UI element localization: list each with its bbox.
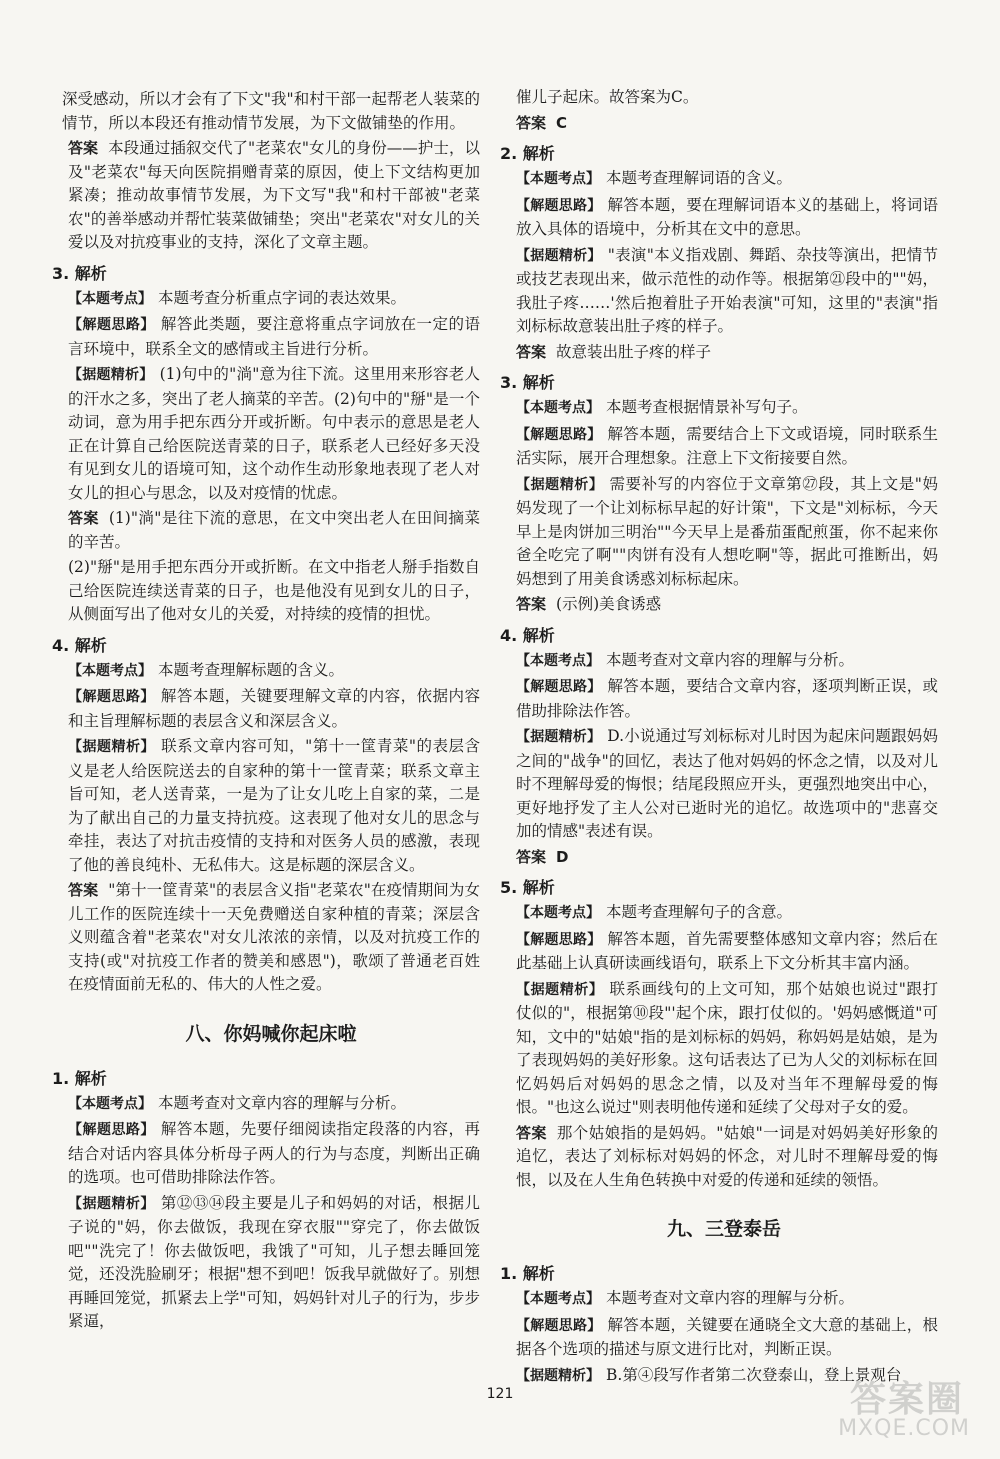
intro-paragraph: 深受感动，所以才会有了下文"我"和村干部一起帮老人装菜的情节，所以本段还有推动情节发展，为下文做铺垫的作用。: [62, 90, 480, 132]
question-heading: 2. 解析: [500, 144, 555, 163]
answer-block: [510, 846, 938, 870]
point-text: 本题考查理解词语的含义。: [606, 169, 793, 187]
answer-label: 答案: [68, 881, 99, 899]
approach-tag: 【解题思路】: [516, 679, 602, 695]
approach-text: 解答本题，要结合文章内容，逐项判断正误，或借助排除法作答。: [516, 677, 938, 720]
answer-label: 答案: [516, 113, 547, 132]
detail-text: 联系画线句的上文可知，那个姑娘也说过"跟打仗似的"，根据第⑩段"'起个床，跟打仗似的。'妈妈感慨道"可知，文中的"姑娘"指的是刘标标的妈妈，称妈妈是姑娘，是为了表现妈妈的美好形象。这句话表达了已为人父的刘标标在回忆妈妈后对妈妈的思念之情，以及对当年不理解母爱的悔恨。"也这么说过"则表明他传递和延续了父母对子女的爱。: [516, 979, 938, 1116]
point-tag: 【本题考点】: [68, 1095, 152, 1112]
detail-text: 第⑫⑬⑭段主要是儿子和妈妈的对话，根据儿子说的"妈，你去做饭，我现在穿衣服""穿完了，你去做饭吧""洗完了！你去做饭吧，我饿了"可知，儿子想去睡回笼觉，还没洗脸刷牙；根据"想不到吧！饭我早就做好了。别想再睡回笼觉，抓紧去上学"可知，妈妈针对儿子的行为，步步紧逼，: [68, 1193, 481, 1330]
detail-tag: 【据题精析】: [68, 739, 156, 755]
analysis-point: [62, 1092, 480, 1117]
answer-text: 那个姑娘指的是妈妈。"姑娘"一词是对妈妈美好形象的追忆，表达了刘标标对妈妈的怀念，对儿时不理解母爱的悔恨，以及在人生角色转换中对爱的传递和延续的领悟。: [516, 1123, 938, 1189]
answer-label: 答案: [68, 139, 99, 157]
approach-tag: 【解题思路】: [68, 1122, 155, 1138]
detail-tag: 【据题精析】: [68, 367, 154, 383]
analysis-detail: [510, 244, 938, 339]
analysis-approach: [62, 1118, 480, 1190]
left-column: [52, 88, 481, 1336]
answer-label: 答案: [516, 342, 547, 361]
watermark-logo: [784, 1371, 974, 1441]
point-tag: 【本题考点】: [68, 662, 152, 679]
analysis-detail: [62, 1192, 480, 1334]
approach-text: 解答本题，关键要理解文章的内容，依据内容和主旨理解标题的表层含义和深层含义。: [68, 687, 481, 730]
answer-continued: (2)"掰"是用手把东西分开或折断。在文中指老人掰手指数自己给医院连续送青菜的日子，也是他没有见到女儿的日子，从侧面写出了他对女儿的关爱，对持续的疫情的担忧。: [68, 558, 480, 623]
answer-text: (示例)美食诱惑: [556, 595, 662, 613]
question-heading: 5. 解析: [500, 878, 555, 897]
analysis-approach: [62, 313, 480, 361]
point-text: 本题考查分析重点字词的表达效果。: [158, 288, 407, 307]
approach-tag: 【解题思路】: [516, 931, 602, 948]
answer-block: [510, 1122, 938, 1193]
analysis-detail: [62, 735, 480, 877]
answer-block: [510, 341, 938, 365]
section-title: 九、三登泰岳: [666, 1218, 781, 1240]
question-heading: 3. 解析: [500, 373, 555, 392]
point-text: 本题考查理解句子的含意。: [606, 903, 793, 921]
approach-tag: 【解题思路】: [516, 1317, 602, 1334]
point-text: 本题考查对文章内容的理解与分析。: [606, 650, 855, 669]
question-heading: 4. 解析: [500, 625, 555, 645]
question-heading: 1. 解析: [52, 1068, 107, 1088]
right-column: [500, 86, 938, 1390]
detail-tag: 【据题精析】: [516, 247, 602, 264]
answer-text: C: [556, 113, 568, 132]
analysis-approach: [62, 685, 480, 733]
analysis-approach: [510, 1314, 938, 1362]
analysis-approach: [510, 675, 938, 723]
detail-tag: 【据题精析】: [516, 476, 604, 493]
answer-block: [62, 507, 480, 554]
point-tag: 【本题考点】: [516, 652, 600, 669]
analysis-approach: [510, 423, 938, 471]
answer-text: D: [556, 847, 569, 866]
answer-block: [62, 137, 480, 255]
detail-text: B.第④段写作者第二次登泰山，登上景观台: [606, 1365, 902, 1384]
point-tag: 【本题考点】: [516, 171, 600, 187]
analysis-detail: [510, 473, 938, 592]
analysis-point: [510, 167, 938, 192]
point-text: 本题考查对文章内容的理解与分析。: [606, 1289, 855, 1307]
answer-label: 答案: [516, 1123, 547, 1142]
detail-tag: 【据题精析】: [516, 1367, 600, 1384]
answer-text: 故意装出肚子疼的样子: [556, 342, 712, 361]
detail-tag: 【据题精析】: [68, 1195, 155, 1212]
question-heading: 1. 解析: [500, 1264, 555, 1283]
point-tag: 【本题考点】: [68, 290, 152, 307]
approach-tag: 【解题思路】: [68, 689, 155, 705]
analysis-point: [62, 659, 480, 684]
point-text: 本题考查理解标题的含义。: [158, 660, 345, 679]
approach-text: 解答本题，要在理解词语本义的基础上，将词语放入具体的语境中，分析其在文中的意思。: [516, 195, 938, 238]
answer-block: [510, 112, 938, 136]
approach-text: 解答本题，关键要在通晓全文大意的基础上，根据各个选项的描述与原文进行比对，判断正误。: [516, 1315, 938, 1358]
answer-text: (1)"淌"是往下流的意思，在文中突出老人在田间摘菜的辛苦。: [68, 509, 480, 551]
detail-tag: 【据题精析】: [516, 729, 602, 745]
analysis-detail: [510, 978, 938, 1120]
analysis-point: [510, 1287, 938, 1312]
detail-text: "表演"本义指戏剧、舞蹈、杂技等演出，把情节或技艺表现出来，做示范性的动作等。根据第㉑段中的""妈，我肚子疼……'然后抱着肚子开始表演"可知，这里的"表演"指刘标标故意装出肚子疼的样子。: [516, 245, 938, 335]
detail-text: 需要补写的内容位于文章第㉗段，其上文是"妈妈发现了一个让刘标标早起的好计策"，下文是"刘标标，今天早上是肉饼加三明治""今天早上是番茄蛋配煎蛋，你不起来你爸全吃完了啊""肉饼有没有人想吃啊"等，据此可推断出，妈妈想到了用美食诱惑刘标标起床。: [516, 474, 938, 588]
analysis-point: [510, 649, 938, 674]
approach-tag: 【解题思路】: [516, 426, 602, 443]
approach-tag: 【解题思路】: [516, 197, 602, 214]
detail-tag: 【据题精析】: [516, 981, 604, 998]
approach-tag: 【解题思路】: [68, 317, 155, 333]
detail-text: 联系文章内容可知，"第十一筐青菜"的表层含义是老人给医院送去的自家种的第十一筐青菜；联系文章主旨可知，老人送青菜，一是为了让女儿吃上自家的菜，二是为了献出自己的力量支持抗疫。这表现了他对女儿的思念与牵挂，表达了对抗击疫情的支持和对医务人员的感激，表现了他的善良纯朴、无私伟大。这是标题的深层含义。: [68, 737, 481, 874]
continued-text: 催儿子起床。故答案为C。: [516, 88, 699, 106]
approach-text: 解答此类题，要注意将重点字词放在一定的语言环境中，联系全文的感情或主旨进行分析。: [68, 315, 481, 358]
watermark-line1: 答案圈: [849, 1379, 964, 1420]
approach-text: 解答本题，首先需要整体感知文章内容；然后在此基础上认真研读画线语句，联系上下文分析其丰富内涵。: [516, 929, 938, 972]
analysis-point: [62, 287, 480, 312]
answer-block: [510, 593, 938, 617]
approach-text: 解答本题，需要结合上下文或语境，同时联系生活实际，展开合理想象。注意上下文衔接要自然。: [516, 424, 938, 467]
analysis-point: [510, 901, 938, 926]
analysis-approach: [510, 928, 938, 976]
section-title: 八、你妈喊你起床啦: [185, 1022, 357, 1045]
watermark-line2: MXQE.COM: [838, 1416, 970, 1441]
answer-label: 答案: [516, 847, 547, 866]
answer-label: 答案: [68, 509, 99, 527]
answer-text: 本段通过插叙交代了"老菜农"女儿的身份——护士，以及"老菜农"每天向医院捐赠青菜的原因，使上下文结构更加紧凑；推动故事情节发展，为下文写"我"和村干部被"老菜农"的善举感动并帮忙装菜做铺垫；突出"老菜农"对女儿的关爱以及对抗疫事业的支持，深化了文章主题。: [68, 139, 480, 251]
point-tag: 【本题考点】: [516, 1291, 600, 1307]
point-text: 本题考查根据情景补写句子。: [606, 398, 808, 416]
answer-label: 答案: [516, 595, 547, 613]
answer-text: "第十一筐青菜"的表层含义指"老菜农"在疫情期间为女儿工作的医院连续十一天免费赠送自家种植的青菜；深层含义则蕴含着"老菜农"对女儿浓浓的亲情，以及对抗疫工作的支持(或"对抗疫工作者的赞美和感恩")，歌颂了普通老百姓在疫情面前无私的、伟大的人性之爱。: [68, 881, 480, 993]
point-text: 本题考查对文章内容的理解与分析。: [158, 1093, 407, 1112]
question-heading: 4. 解析: [52, 635, 107, 655]
analysis-approach: [510, 194, 938, 242]
analysis-point: [510, 396, 938, 421]
analysis-detail: [510, 725, 938, 844]
point-tag: 【本题考点】: [516, 905, 600, 921]
answer-block: [62, 879, 480, 997]
detail-text: D.小说通过写刘标标对儿时因为起床问题跟妈妈之间的"战争"的回忆，表达了他对妈妈的怀念之情，以及对儿时不理解母爱的悔恨；结尾段照应开头，更强烈地突出中心，更好地抒发了主人公对已逝时光的追忆。故选项中的"悲喜交加的情感"表述有误。: [516, 727, 938, 840]
approach-text: 解答本题，先要仔细阅读指定段落的内容，再结合对话内容具体分析母子两人的行为与态度，判断出正确的选项。也可借助排除法作答。: [68, 1120, 481, 1186]
detail-text: (1)句中的"淌"意为往下流。这里用来形容老人的汗水之多，突出了老人摘菜的辛苦。(2)句中的"掰"是一个动词，意为用手把东西分开或折断。句中表示的意思是老人正在计算自己给医院送青菜的日子，联系老人已经好多天没有见到女儿的语境可知，这个动作生动形象地表现了老人对女儿的担心与思念，以及对疫情的忧虑。: [68, 365, 481, 502]
point-tag: 【本题考点】: [516, 400, 600, 416]
analysis-detail: [62, 363, 480, 505]
question-heading: 3. 解析: [52, 263, 107, 283]
page-number: 121: [486, 1386, 514, 1402]
